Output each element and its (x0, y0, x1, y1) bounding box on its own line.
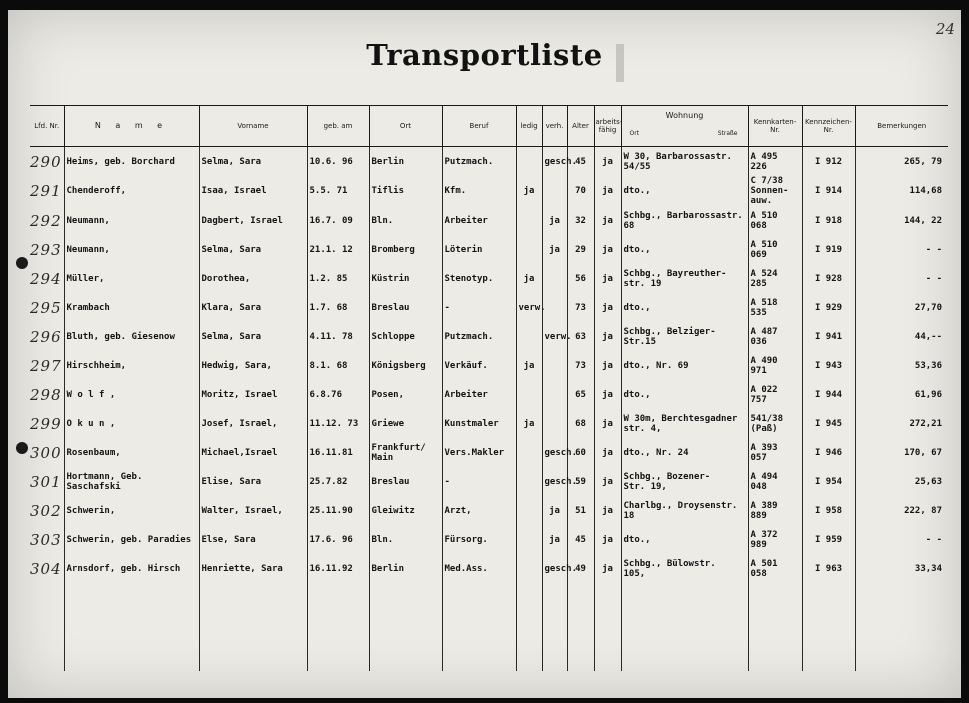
empty-cell (802, 583, 855, 671)
cell-bemerkungen: 170, 67 (855, 438, 948, 467)
empty-cell (516, 583, 542, 671)
cell-beruf: Putzmach. (442, 147, 516, 177)
header-bemerkungen: Bemerkungen (855, 106, 948, 147)
cell-bemerkungen: 61,96 (855, 380, 948, 409)
cell-wohnung: dto., (621, 293, 748, 322)
cell-kennzeichen-nr: I 958 (802, 496, 855, 525)
cell-lfd-nr: 297 (30, 356, 62, 375)
header-wohnung (621, 106, 748, 147)
cell-bemerkungen: - - (855, 264, 948, 293)
table-row (30, 147, 948, 177)
cell-wohnung: dto., (621, 380, 748, 409)
cell-name: W o l f , (64, 380, 199, 409)
cell-beruf: Putzmach. (442, 322, 516, 351)
cell-geb-am: 1.2. 85 (307, 264, 369, 293)
cell-name: Rosenbaum, (64, 438, 199, 467)
cell-geb-am: 16.7. 09 (307, 206, 369, 235)
cell-vorname: Hedwig, Sara, (199, 351, 307, 380)
punch-hole (16, 442, 28, 454)
cell-ort: Königsberg (369, 351, 442, 380)
cell-ort: Breslau (369, 467, 442, 496)
table-row (30, 496, 948, 525)
cell-verh: gesch. (542, 467, 567, 496)
cell-beruf: Stenotyp. (442, 264, 516, 293)
cell-kennzeichen-nr: I 959 (802, 525, 855, 554)
cell-geb-am: 4.11. 78 (307, 322, 369, 351)
cell-kennkarten-nr: C 7/38 Sonnen- auw. (748, 176, 802, 206)
cell-bemerkungen: 53,36 (855, 351, 948, 380)
cell-kennzeichen-nr: I 918 (802, 206, 855, 235)
cell-wohnung: Schbg., Bozener- Str. 19, (621, 467, 748, 496)
cell-ledig (516, 467, 542, 496)
cell-beruf: Kunstmaler (442, 409, 516, 438)
cell-ort: Berlin (369, 147, 442, 177)
table-row (30, 438, 948, 467)
header-ledig: ledig (516, 106, 542, 147)
cell-vorname: Walter, Israel, (199, 496, 307, 525)
cell-ledig (516, 322, 542, 351)
cell-lfd-nr: 290 (30, 152, 62, 171)
cell-lfd-nr: 292 (30, 211, 62, 230)
cell-lfd-nr: 295 (30, 298, 62, 317)
cell-geb-am: 10.6. 96 (307, 147, 369, 177)
cell-kennkarten-nr: A 524 285 (748, 264, 802, 293)
cell-alter: 73 (567, 351, 594, 380)
cell-alter: 59 (567, 467, 594, 496)
cell-wohnung: W 30, Barbarossastr. 54/55 (621, 147, 748, 177)
cell-lfd-nr: 293 (30, 240, 62, 259)
cell-wohnung: Charlbg., Droysenstr. 18 (621, 496, 748, 525)
cell-wohnung: dto., (621, 176, 748, 206)
cell-name: Hirschheim, (64, 351, 199, 380)
table-row (30, 264, 948, 293)
header-geb-am: geb. am (307, 106, 369, 147)
cell-kennzeichen-nr: I 941 (802, 322, 855, 351)
cell-beruf: - (442, 293, 516, 322)
cell-ledig (516, 380, 542, 409)
cell-wohnung: Schbg., Bayreuther- str. 19 (621, 264, 748, 293)
cell-kennzeichen-nr: I 912 (802, 147, 855, 177)
table-body (30, 147, 948, 672)
cell-bemerkungen: 272,21 (855, 409, 948, 438)
cell-bemerkungen: 265, 79 (855, 147, 948, 177)
cell-name: Schwerin, (64, 496, 199, 525)
table-row (30, 293, 948, 322)
cell-verh (542, 409, 567, 438)
cell-lfd-nr: 299 (30, 414, 62, 433)
table-header-row (30, 106, 948, 147)
table-row (30, 206, 948, 235)
empty-cell (64, 583, 199, 671)
cell-lfd-nr: 301 (30, 472, 62, 491)
cell-verh: ja (542, 496, 567, 525)
cell-lfd-nr: 304 (30, 559, 62, 578)
cell-verh: ja (542, 206, 567, 235)
cell-arbeitsfaehig: ja (594, 206, 621, 235)
empty-cell (542, 583, 567, 671)
cell-geb-am: 8.1. 68 (307, 351, 369, 380)
cell-bemerkungen: 25,63 (855, 467, 948, 496)
cell-kennkarten-nr: A 518 535 (748, 293, 802, 322)
cell-name: Arnsdorf, geb. Hirsch (64, 554, 199, 583)
cell-wohnung: Schbg., Bülowstr. 105, (621, 554, 748, 583)
cell-bemerkungen: 222, 87 (855, 496, 948, 525)
cell-wohnung: dto., Nr. 69 (621, 351, 748, 380)
cell-verh: verw. (542, 322, 567, 351)
cell-geb-am: 5.5. 71 (307, 176, 369, 206)
cell-alter: 29 (567, 235, 594, 264)
cell-ledig (516, 525, 542, 554)
cell-ort: Berlin (369, 554, 442, 583)
cell-wohnung: dto., (621, 235, 748, 264)
cell-vorname: Dagbert, Israel (199, 206, 307, 235)
cell-kennkarten-nr: A 510 069 (748, 235, 802, 264)
cell-arbeitsfaehig: ja (594, 264, 621, 293)
table-row (30, 409, 948, 438)
table-row (30, 235, 948, 264)
cell-kennkarten-nr: A 494 048 (748, 467, 802, 496)
cell-lfd-nr: 298 (30, 385, 62, 404)
cell-beruf: Vers.Makler (442, 438, 516, 467)
cell-vorname: Selma, Sara (199, 322, 307, 351)
cell-lfd-nr: 303 (30, 530, 62, 549)
cell-beruf: Med.Ass. (442, 554, 516, 583)
cell-verh: gesch. (542, 554, 567, 583)
cell-ledig: ja (516, 351, 542, 380)
header-beruf: Beruf (442, 106, 516, 147)
cell-verh: ja (542, 235, 567, 264)
cell-bemerkungen: 27,70 (855, 293, 948, 322)
cell-geb-am: 17.6. 96 (307, 525, 369, 554)
header-arbeitsfaehig: arbeits- fähig (594, 106, 621, 147)
cell-ort: Frankfurt/ Main (369, 438, 442, 467)
cell-ort: Gleiwitz (369, 496, 442, 525)
cell-ort: Breslau (369, 293, 442, 322)
cell-kennzeichen-nr: I 944 (802, 380, 855, 409)
cell-alter: 45 (567, 147, 594, 177)
cell-alter: 73 (567, 293, 594, 322)
cell-name: Heims, geb. Borchard (64, 147, 199, 177)
cell-vorname: Klara, Sara (199, 293, 307, 322)
cell-name: Schwerin, geb. Paradies (64, 525, 199, 554)
cell-ledig: ja (516, 264, 542, 293)
cell-geb-am: 25.11.90 (307, 496, 369, 525)
cell-name: Neumann, (64, 235, 199, 264)
cell-arbeitsfaehig: ja (594, 351, 621, 380)
header-lfd-nr: Lfd. Nr. (30, 106, 64, 147)
cell-wohnung: Schbg., Belziger- Str.15 (621, 322, 748, 351)
cell-vorname: Elise, Sara (199, 467, 307, 496)
cell-geb-am: 25.7.82 (307, 467, 369, 496)
cell-geb-am: 1.7. 68 (307, 293, 369, 322)
table-row (30, 351, 948, 380)
cell-alter: 49 (567, 554, 594, 583)
cell-kennkarten-nr: A 510 068 (748, 206, 802, 235)
table-row (30, 467, 948, 496)
cell-kennkarten-nr: A 022 757 (748, 380, 802, 409)
cell-arbeitsfaehig: ja (594, 554, 621, 583)
cell-ort: Schloppe (369, 322, 442, 351)
cell-alter: 63 (567, 322, 594, 351)
header-alter: Alter (567, 106, 594, 147)
cell-ort: Posen, (369, 380, 442, 409)
cell-ort: Küstrin (369, 264, 442, 293)
cell-arbeitsfaehig: ja (594, 409, 621, 438)
cell-verh (542, 351, 567, 380)
cell-name: Hortmann, Geb. Saschafski (64, 467, 199, 496)
cell-arbeitsfaehig: ja (594, 438, 621, 467)
cell-beruf: Löterin (442, 235, 516, 264)
cell-beruf: Arbeiter (442, 380, 516, 409)
empty-cell (30, 583, 64, 671)
cell-arbeitsfaehig: ja (594, 293, 621, 322)
cell-ort: Bln. (369, 206, 442, 235)
cell-geb-am: 11.12. 73 (307, 409, 369, 438)
cell-kennzeichen-nr: I 943 (802, 351, 855, 380)
cell-arbeitsfaehig: ja (594, 235, 621, 264)
header-kennkarten-nr: Kennkarten- Nr. (748, 106, 802, 147)
cell-alter: 51 (567, 496, 594, 525)
cell-ledig (516, 438, 542, 467)
cell-lfd-nr: 291 (30, 182, 62, 200)
cell-ledig (516, 554, 542, 583)
header-wohnung-label: Wohnung (665, 111, 704, 120)
cell-ledig (516, 496, 542, 525)
cell-kennzeichen-nr: I 963 (802, 554, 855, 583)
cell-bemerkungen: 114,68 (855, 176, 948, 206)
cell-name: Neumann, (64, 206, 199, 235)
cell-ledig (516, 147, 542, 177)
cell-geb-am: 21.1. 12 (307, 235, 369, 264)
header-name: N a m e (64, 106, 199, 147)
cell-arbeitsfaehig: ja (594, 496, 621, 525)
transport-table (30, 105, 948, 671)
table-row (30, 380, 948, 409)
cell-beruf: Verkäuf. (442, 351, 516, 380)
header-verh: verh. (542, 106, 567, 147)
page-number: 24 (935, 20, 955, 38)
cell-kennkarten-nr: A 372 989 (748, 525, 802, 554)
cell-vorname: Else, Sara (199, 525, 307, 554)
header-vorname: Vorname (199, 106, 307, 147)
cell-ledig (516, 235, 542, 264)
cell-ort: Tiflis (369, 176, 442, 206)
cell-bemerkungen: 33,34 (855, 554, 948, 583)
cell-verh (542, 293, 567, 322)
table-row (30, 525, 948, 554)
table-row (30, 176, 948, 206)
cell-vorname: Selma, Sara (199, 147, 307, 177)
cell-beruf: Arzt, (442, 496, 516, 525)
cell-lfd-nr: 294 (30, 269, 62, 288)
cell-name: Krambach (64, 293, 199, 322)
document-title: Transportliste (366, 38, 603, 72)
cell-alter: 68 (567, 409, 594, 438)
cell-verh (542, 380, 567, 409)
cell-bemerkungen: - - (855, 525, 948, 554)
cell-kennzeichen-nr: I 945 (802, 409, 855, 438)
empty-cell (442, 583, 516, 671)
cell-kennzeichen-nr: I 914 (802, 176, 855, 206)
cell-ledig (516, 206, 542, 235)
empty-cell (621, 583, 748, 671)
cell-alter: 45 (567, 525, 594, 554)
cell-verh: gesch. (542, 438, 567, 467)
cell-vorname: Josef, Israel, (199, 409, 307, 438)
cell-vorname: Moritz, Israel (199, 380, 307, 409)
cell-kennkarten-nr: A 393 057 (748, 438, 802, 467)
empty-cell (855, 583, 948, 671)
cell-arbeitsfaehig: ja (594, 525, 621, 554)
cell-lfd-nr: 302 (30, 501, 62, 520)
cell-kennkarten-nr: A 490 971 (748, 351, 802, 380)
cell-verh (542, 176, 567, 206)
cell-alter: 32 (567, 206, 594, 235)
empty-cell (567, 583, 594, 671)
cell-wohnung: W 30m, Berchtesgadner str. 4, (621, 409, 748, 438)
cell-vorname: Dorothea, (199, 264, 307, 293)
cell-wohnung: Schbg., Barbarossastr. 68 (621, 206, 748, 235)
cell-arbeitsfaehig: ja (594, 147, 621, 177)
cell-kennkarten-nr: A 501 058 (748, 554, 802, 583)
empty-cell (594, 583, 621, 671)
cell-verh: ja (542, 525, 567, 554)
cell-kennzeichen-nr: I 929 (802, 293, 855, 322)
cell-arbeitsfaehig: ja (594, 467, 621, 496)
cell-verh: gesch. (542, 147, 567, 177)
cell-bemerkungen: 144, 22 (855, 206, 948, 235)
cell-beruf: Arbeiter (442, 206, 516, 235)
cell-kennkarten-nr: A 495 226 (748, 147, 802, 177)
cell-beruf: Fürsorg. (442, 525, 516, 554)
cell-kennzeichen-nr: I 946 (802, 438, 855, 467)
header-wohnung-strasse: Straße (717, 130, 738, 137)
cell-kennkarten-nr: 541/38 (Paß) (748, 409, 802, 438)
document-sheet (8, 10, 961, 698)
cell-alter: 70 (567, 176, 594, 206)
punch-hole (16, 257, 28, 269)
cell-arbeitsfaehig: ja (594, 176, 621, 206)
cell-alter: 60 (567, 438, 594, 467)
cell-kennzeichen-nr: I 919 (802, 235, 855, 264)
cell-beruf: Kfm. (442, 176, 516, 206)
ink-mark (616, 44, 624, 82)
header-kennzeichen-nr: Kennzeichen- Nr. (802, 106, 855, 147)
cell-verh (542, 264, 567, 293)
cell-wohnung: dto., Nr. 24 (621, 438, 748, 467)
cell-geb-am: 16.11.92 (307, 554, 369, 583)
cell-ort: Bln. (369, 525, 442, 554)
cell-ort: Bromberg (369, 235, 442, 264)
cell-name: Müller, (64, 264, 199, 293)
cell-arbeitsfaehig: ja (594, 322, 621, 351)
empty-cell (748, 583, 802, 671)
cell-alter: 56 (567, 264, 594, 293)
cell-ledig: ja (516, 176, 542, 206)
cell-vorname: Isaa, Israel (199, 176, 307, 206)
cell-alter: 65 (567, 380, 594, 409)
cell-ledig: ja (516, 409, 542, 438)
table-row (30, 554, 948, 583)
empty-cell (307, 583, 369, 671)
cell-geb-am: 6.8.76 (307, 380, 369, 409)
cell-geb-am: 16.11.81 (307, 438, 369, 467)
cell-lfd-nr: 300 (30, 443, 62, 462)
empty-cell (369, 583, 442, 671)
header-wohnung-ort: Ort (629, 130, 640, 137)
cell-kennzeichen-nr: I 954 (802, 467, 855, 496)
cell-vorname: Selma, Sara (199, 235, 307, 264)
header-ort: Ort (369, 106, 442, 147)
cell-bemerkungen: 44,-- (855, 322, 948, 351)
table-row (30, 322, 948, 351)
cell-name: Bluth, geb. Giesenow (64, 322, 199, 351)
empty-row (30, 583, 948, 671)
cell-ledig: verw. (516, 293, 542, 322)
cell-ort: Griewe (369, 409, 442, 438)
cell-kennkarten-nr: A 487 036 (748, 322, 802, 351)
cell-vorname: Michael,Israel (199, 438, 307, 467)
cell-kennzeichen-nr: I 928 (802, 264, 855, 293)
cell-bemerkungen: - - (855, 235, 948, 264)
cell-lfd-nr: 296 (30, 327, 62, 346)
cell-beruf: - (442, 467, 516, 496)
cell-arbeitsfaehig: ja (594, 380, 621, 409)
cell-kennkarten-nr: A 389 889 (748, 496, 802, 525)
cell-name: Chenderoff, (64, 176, 199, 206)
cell-name: O k u n , (64, 409, 199, 438)
cell-vorname: Henriette, Sara (199, 554, 307, 583)
empty-cell (199, 583, 307, 671)
cell-wohnung: dto., (621, 525, 748, 554)
